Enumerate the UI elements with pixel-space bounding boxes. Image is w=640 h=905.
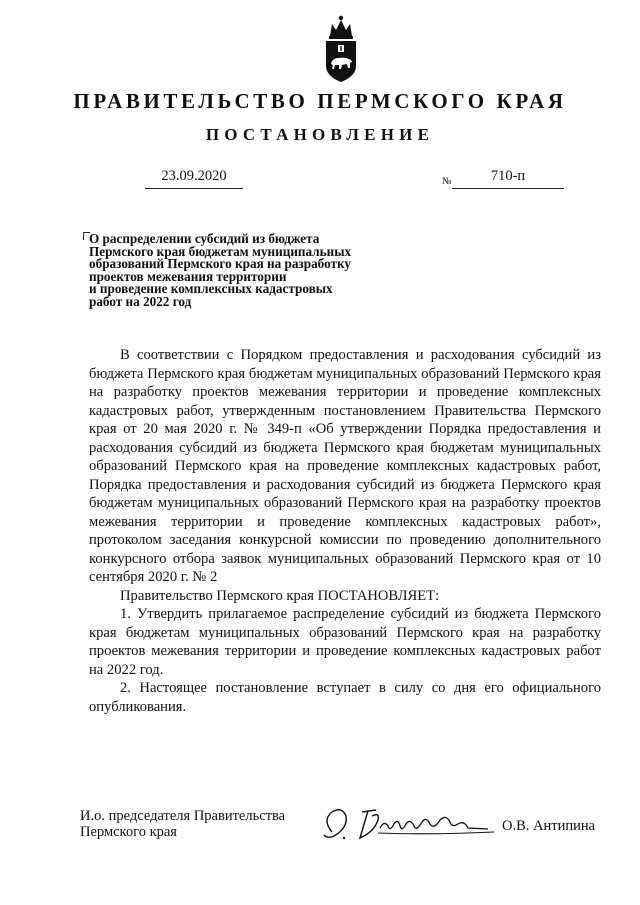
signer-position [80, 808, 285, 840]
body-paragraph-item-1: 1. Утвердить прилагаемое распределение субсидий из бюджета Пермского края бюджетам муниципальных образований Пермского края на разработку проектов межевания территории и проведение комплексных кадастровых работ на 2022 год. [89, 606, 601, 678]
subject-line: Пермского края бюджетам муниципальных [89, 243, 352, 259]
coat-of-arms-icon [318, 12, 364, 84]
document-date: 23.09.2020 [145, 168, 243, 189]
document-body [89, 346, 601, 716]
handwritten-signature [318, 802, 500, 844]
government-title: ПРАВИТЕЛЬСТВО ПЕРМСКОГО КРАЯ [73, 89, 567, 113]
document-number-label: № [442, 176, 452, 187]
document-subject [89, 233, 409, 308]
subject-line: О распределении субсидий из бюджета [89, 231, 320, 246]
body-paragraph-preamble: В соответствии с Порядком предоставления и расходования субсидий из бюджета Пермского края бюджетам муниципальных образований Пермского края на разработку проектов межевания территории и проведение комплексных кадастровых работ, утвержденным постановлением Правительства Пермского края от 20 мая 2020 г. № 349-п «Об утверждении Порядка предоставления и расходования субсидий из бюджета Пермского края бюджетам муниципальных образований Пермского края на проведение комплексных кадастровых работ, Порядка предоставления и расходования субсидий из бюджета Пермского края бюджетам муниципальных образований Пермского края на разработку проектов межевания территории и проведение комплексных кадастровых работ», протоколом заседания конкурсной комиссии по проведению дополнительного конкурсного отбора заявок муниципальных образований Пермского края от 10 сентября 2020 г. № 2 [89, 347, 601, 585]
subject-line: проектов межевания территории [89, 268, 287, 284]
subject-line: образований Пермского края на разработку [89, 256, 351, 271]
body-paragraph-item-2: 2. Настоящее постановление вступает в силу со дня его официального опубликования. [89, 680, 601, 715]
subject-line: работ на 2022 год [89, 293, 192, 309]
body-paragraph-resolution: Правительство Пермского края ПОСТАНОВЛЯЕТ: [120, 587, 440, 604]
subject-line: и проведение комплексных кадастровых [89, 281, 333, 296]
signer-position-line: Пермского края [80, 824, 177, 840]
document-number: 710-п [452, 168, 564, 189]
signer-position-line: И.о. председателя Правительства [80, 808, 286, 824]
document-type: ПОСТАНОВЛЕНИЕ [205, 125, 435, 144]
signer-name: О.В. Антипина [502, 818, 596, 834]
